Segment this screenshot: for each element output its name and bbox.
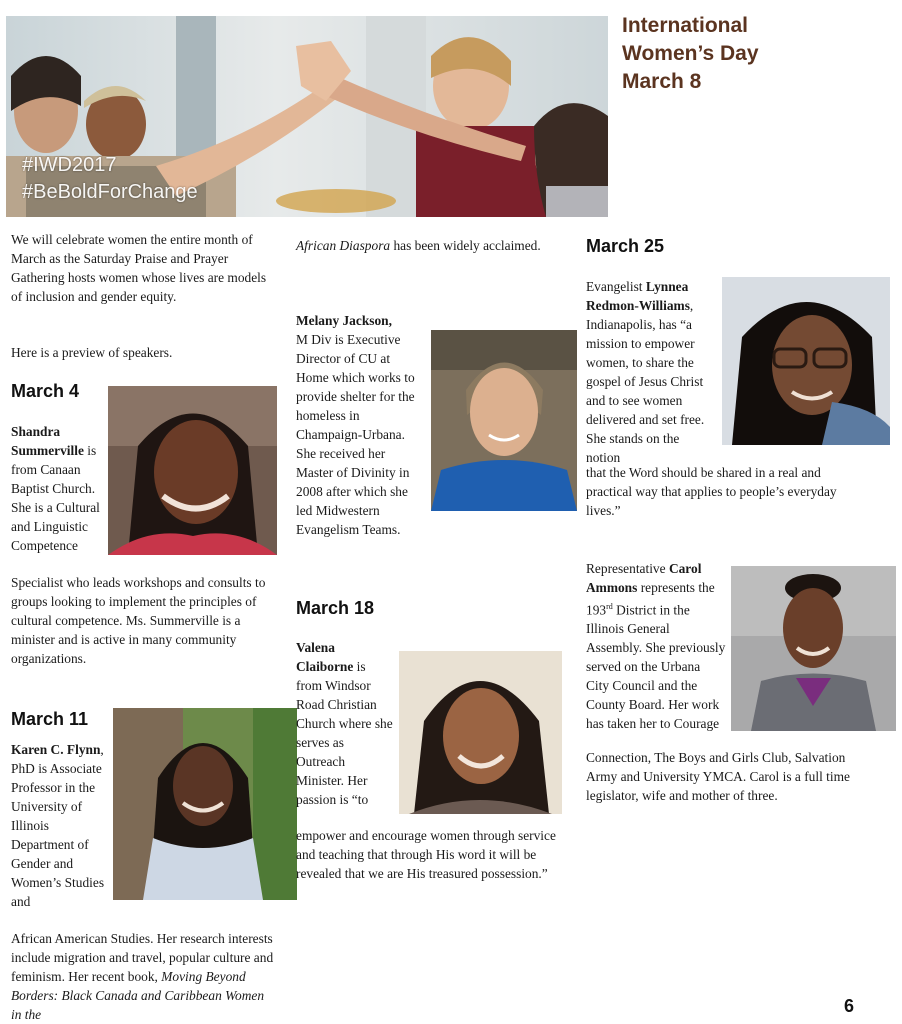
intro-paragraph: We will celebrate women the entire month of March as the Saturday Praise and Prayer Gathering hosts women whose lives are models of inclusion and gender equity. — [11, 232, 267, 304]
march11-heading: March 11 — [11, 709, 89, 729]
speaker-degree: , PhD — [11, 742, 104, 776]
melany-jackson-photo — [431, 330, 577, 511]
title-line-3: March 8 — [622, 70, 702, 93]
speaker-name: Shandra Summerville — [11, 424, 84, 458]
march4-heading: March 4 — [11, 381, 80, 401]
book-title: Moving Beyond Borders: Black Canada and Caribbean Women in the — [11, 969, 265, 1022]
page-number: 6 — [844, 996, 855, 1016]
title-line-1: International — [622, 14, 749, 37]
karen-flynn-photo — [113, 708, 297, 900]
march11-bio-wide — [11, 929, 277, 1024]
speaker-name: Karen C. Flynn — [11, 742, 101, 757]
march25-bio-wide: that the Word should be shared in a real and practical way that applies to people’s everyday lives.” — [586, 465, 837, 518]
march11-bio-narrow — [11, 740, 107, 911]
speaker-title: Evangelist — [586, 279, 643, 294]
speaker-name: Valena Claiborne — [296, 640, 354, 674]
march25-heading: March 25 — [586, 236, 665, 256]
march4-bio-narrow — [11, 422, 103, 555]
speaker-name: Lynnea Redmon-Williams — [586, 279, 690, 313]
march11-bio-continued — [296, 236, 566, 255]
lynnea-redmon-williams-photo — [722, 277, 890, 445]
speaker-bio: is Associate Professor in the University of Illinois Department of Gender and Women’s Studies and — [11, 761, 105, 909]
carol-bio-narrow — [586, 559, 726, 733]
shandra-summerville-photo — [108, 386, 277, 555]
melany-bio — [296, 311, 422, 539]
carol-ammons-photo — [731, 566, 896, 731]
speaker-name: Carol Ammons — [586, 561, 702, 595]
hero-hashtag-1: #IWD2017 — [22, 154, 117, 176]
hero-photo — [6, 16, 608, 217]
march18-bio-wide: empower and encourage women through service and teaching that through His word it will be revealed that we are His treasured possession.” — [296, 828, 556, 881]
speaker-bio: represents the 193 — [586, 580, 715, 618]
book-title-continued: African Diaspora — [296, 238, 391, 253]
speaker-title: Representative — [586, 561, 666, 576]
march18-bio-narrow — [296, 638, 394, 809]
speaker-bio: African American Studies. Her research interests include migration and travel, popular culture and feminism. Her recent book, — [11, 931, 274, 984]
speaker-bio: is from Windsor Road Christian Church where she serves as Outreach Minister. Her passion is “to — [296, 659, 393, 807]
speaker-bio-continued: District in the Illinois General Assembly. She previously served on the Urbana City Council and the County Board. Her work has taken her to Courage — [586, 602, 726, 732]
speaker-bio: is from Canaan Baptist Church. She is a Cultural and Linguistic Competence — [11, 443, 100, 553]
carol-bio-wide: Connection, The Boys and Girls Club, Salvation Army and University YMCA. Carol is a full time legislator, wife and mother of three. — [586, 750, 850, 803]
title-line-2: Women’s Day — [622, 42, 759, 65]
speaker-name: Melany Jackson, — [296, 313, 392, 328]
speaker-bio: has been widely acclaimed. — [393, 238, 541, 253]
march18-heading: March 18 — [296, 598, 375, 618]
valena-claiborne-photo — [399, 651, 562, 814]
ordinal-suffix: rd — [606, 602, 613, 611]
intro-preview: Here is a preview of speakers. — [11, 345, 173, 360]
hero-hashtag-2: #BeBoldForChange — [22, 181, 198, 203]
page-title — [622, 12, 892, 96]
march4-bio-wide: Specialist who leads workshops and consults to groups looking to implement the principles of cultural competence. Ms. Summerville is a minister and is active in many community organizations. — [11, 575, 266, 666]
speaker-bio: M Div is Executive Director of CU at Home which works to provide shelter for the homeless in Champaign-Urbana. She received her Master of Divinity in 2008 after which she led Midwestern Evangelism Teams. — [296, 332, 415, 537]
speaker-bio: , Indianapolis, has “a mission to empower women, to share the gospel of Jesus Christ and to see women delivered and set free. She stands on the notion — [586, 298, 705, 465]
march25-bio-narrow — [586, 277, 716, 467]
